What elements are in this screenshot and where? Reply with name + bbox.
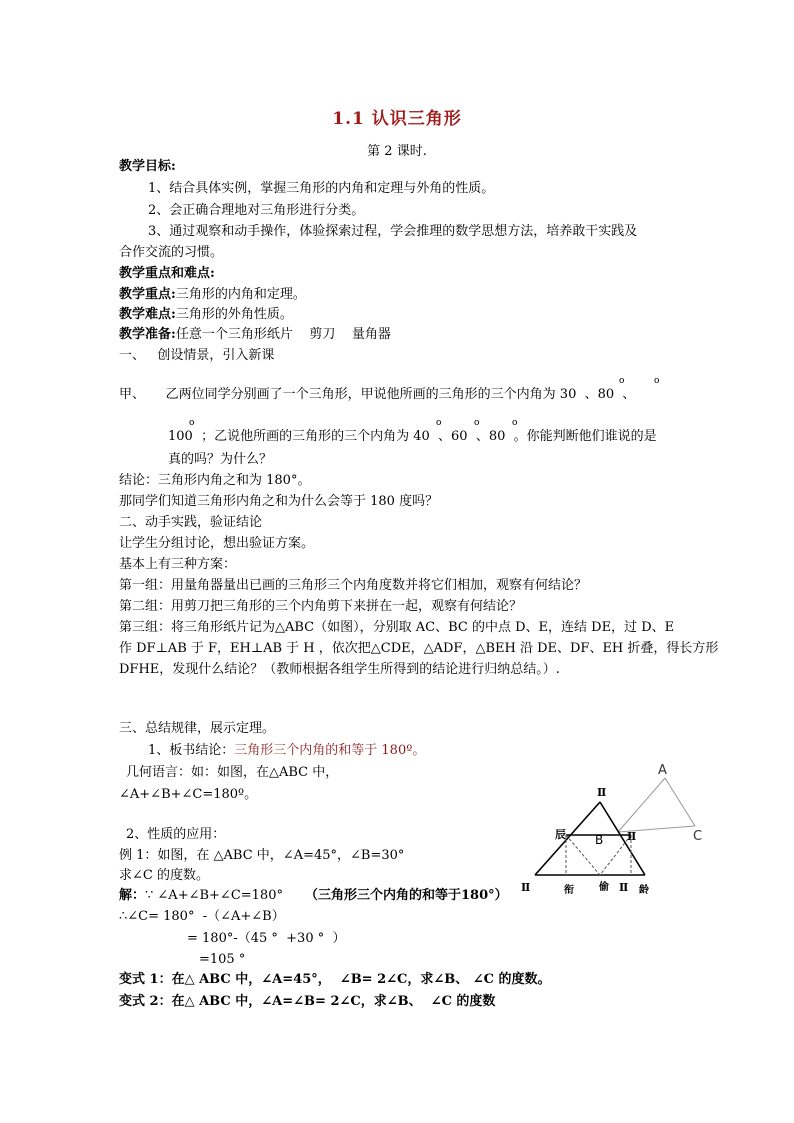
conclusion: 结论：三角形内角之和为 180°。	[119, 473, 311, 488]
question: 那同学们知道三角形内角之和为什么会等于 180 度吗？	[119, 494, 439, 509]
solution-line4: =105 °	[199, 952, 246, 967]
section1-line1: 甲、 乙两位同学分别画了一个三角形，甲说他所画的三角形的三个内角为 30 、80 、	[119, 387, 636, 402]
page-title: 1.1 认识三角形	[332, 109, 462, 129]
goal-item: 2、会正确合理地对三角形进行分类。	[148, 203, 365, 218]
group2: 第二组：用剪刀把三角形的三个内角剪下来拼在一起，观察有何结论？	[119, 599, 523, 614]
goal-item: 合作交流的习惯。	[119, 245, 224, 260]
label-bottom-1: 衔	[564, 885, 574, 896]
solution-label: 解：	[119, 888, 146, 903]
board-text: 三角形三个内角的和等于 180º。	[234, 743, 426, 758]
solution-formula: ∵ ∠A+∠B+∠C=180°	[145, 888, 283, 903]
solution-reason: （三角形三个内角的和等于180°）	[304, 888, 508, 903]
label-mark: Ⅱ	[627, 830, 637, 843]
focus-label: 教学重点:	[119, 287, 176, 302]
prep-text: 任意一个三角形纸片 剪刀 量角器	[175, 327, 391, 342]
label-mark: Ⅱ	[597, 786, 607, 799]
solution-line3: = 180°-（45 ° +30 ° ）	[187, 931, 346, 946]
section3-heading: 三、总结规律，展示定理。	[119, 721, 276, 736]
label-b: B	[595, 833, 604, 847]
difficulty-text: 三角形的外角性质。	[175, 307, 293, 322]
goal-item: 1、结合具体实例，掌握三角形的内角和定理与外角的性质。	[148, 181, 495, 196]
board-line	[148, 742, 425, 760]
group3-line2: 作 DF⊥AB 于 F，EH⊥AB 于 H ，依次把△CDE，△ADF，△BEH 沿 DE、DF、EH 折叠，得长方形	[119, 641, 719, 656]
group3-line3: DFHE，发现什么结论？（教师根据各组学生所得到的结论进行归纳总结。）.	[119, 662, 560, 677]
degree-mark: o	[189, 418, 195, 428]
section2-intro: 让学生分组讨论，想出验证方案。	[119, 536, 315, 551]
difficulty-label: 教学难点:	[119, 307, 176, 322]
label-mark: Ⅱ	[521, 881, 531, 894]
section1-line2: 100 ；乙说他所画的三角形的三个内角为 40 、60 、80 。你能判断他们谁说的是	[168, 429, 657, 444]
goal-item: 3、通过观察和动手操作，体验探索过程，学会推理的数学思想方法，培养敢干实践及	[148, 224, 638, 239]
solution-line2: ∴∠C= 180° -（∠A+∠B）	[119, 909, 285, 924]
geo-formula: ∠A+∠B+∠C=180º。	[119, 787, 258, 802]
example-1: 例 1：如图，在 △ABC 中，∠A=45°，∠B=30°	[119, 848, 405, 863]
label-d: 辰	[555, 828, 566, 841]
label-bottom-2: 偷	[599, 882, 609, 893]
example-ask: 求∠C 的度数。	[119, 868, 209, 883]
label-bottom-3: 龄	[639, 885, 649, 896]
group1: 第一组：用量角器量出已画的三角形三个内角度数并将它们相加，观察有何结论？	[119, 578, 588, 593]
variant-2: 变式 2：在△ ABC 中，∠A=∠B= 2∠C，求∠B、 ∠C 的度数	[119, 994, 496, 1009]
variant-1: 变式 1：在△ ABC 中，∠A=45°， ∠B= 2∠C，求∠B、 ∠C 的度数。	[119, 972, 551, 987]
side-bc	[600, 802, 645, 875]
board-prefix: 1、板书结论：	[148, 743, 235, 758]
degree-mark: o	[512, 418, 518, 428]
apply-heading: 2、性质的应用：	[126, 827, 226, 842]
degree-mark: o	[619, 376, 625, 386]
section1-line3: 真的吗？为什么？	[168, 452, 273, 467]
label-mark: Ⅱ	[619, 881, 629, 894]
degree-mark: o	[474, 418, 480, 428]
focus-line	[119, 286, 306, 304]
label-c: C	[693, 829, 703, 844]
triangle-figure	[515, 760, 715, 900]
section2-heading: 二、动手实践，验证结论	[119, 515, 263, 530]
prep-label: 教学准备:	[119, 327, 176, 342]
goals-heading: 教学目标:	[119, 159, 176, 174]
solution-line1	[119, 887, 508, 905]
prep-line	[119, 326, 391, 344]
group3-line1: 第三组：将三角形纸片记为△ABC（如图），分别取 AC、BC 的中点 D、E，连结 DE，过 D、E	[119, 620, 675, 635]
degree-mark: o	[654, 376, 660, 386]
section1-heading: 一、 创设情景，引入新课	[119, 348, 275, 363]
label-a: A	[658, 763, 667, 778]
focus-text: 三角形的内角和定理。	[175, 287, 306, 302]
keypoints-heading: 教学重点和难点:	[119, 266, 215, 281]
lesson-period: 第 2 课时.	[367, 144, 427, 159]
fold-edge	[665, 778, 695, 826]
folded-triangle	[618, 778, 695, 832]
geo-lang: 几何语言：如：如图，在△ABC 中，	[126, 765, 339, 780]
degree-mark: o	[436, 418, 442, 428]
difficulty-line	[119, 306, 293, 324]
fold-edge	[618, 778, 665, 832]
section2-basic: 基本上有三种方案：	[119, 557, 237, 572]
